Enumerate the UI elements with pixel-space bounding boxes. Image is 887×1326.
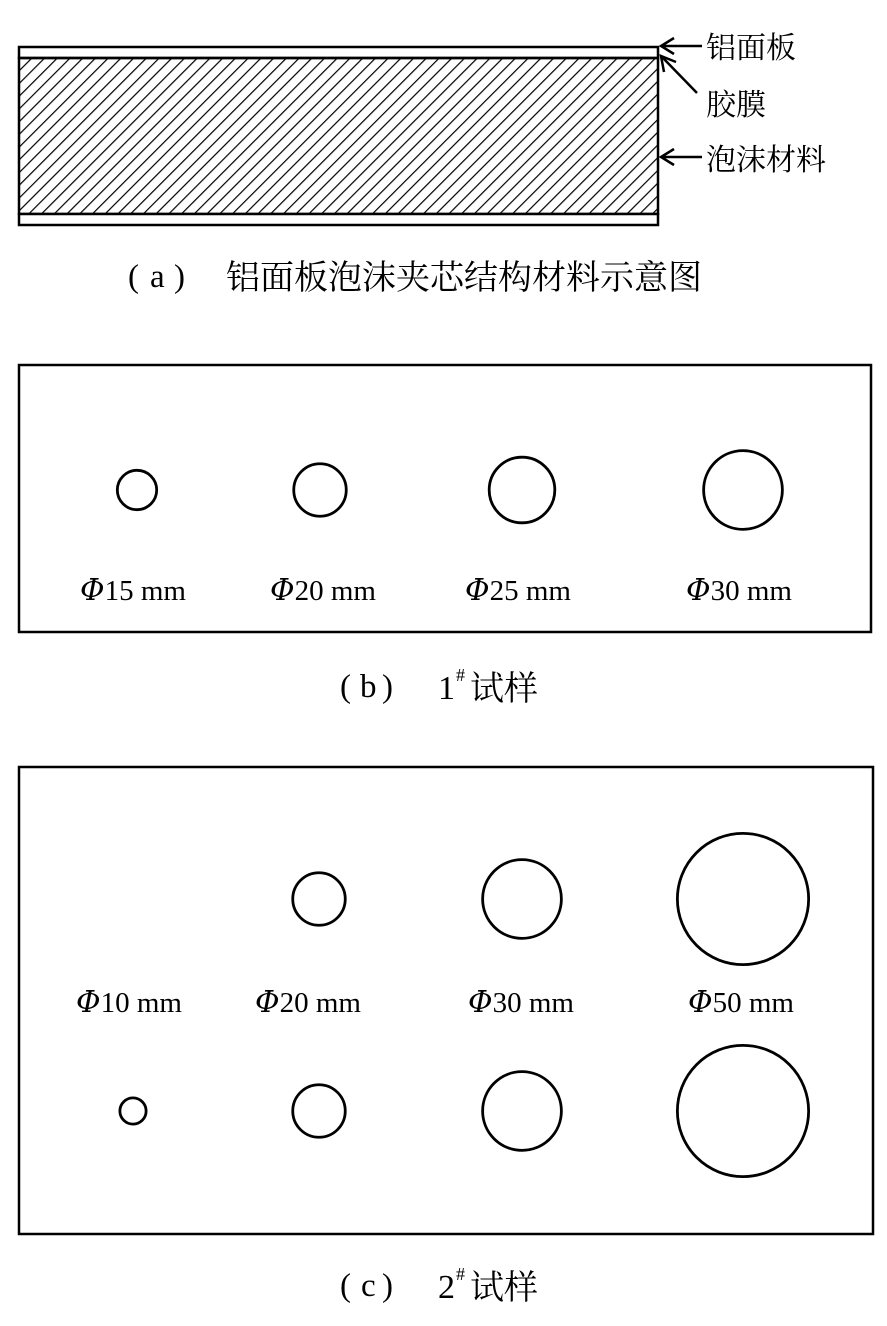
caption-a xyxy=(128,258,702,298)
svg-text:(: ( xyxy=(340,1268,351,1304)
caption-c-number: 2 xyxy=(438,1269,455,1306)
hole-label: Φ25 mm xyxy=(465,573,571,608)
label-foam: 泡沫材料 xyxy=(706,143,826,178)
hole-label: Φ30 mm xyxy=(468,985,574,1020)
caption-b-number: 1 xyxy=(438,670,455,707)
arrow-adhesive-film xyxy=(661,56,697,93)
caption-c-superscript: # xyxy=(456,1264,465,1284)
caption-a-letter: a xyxy=(150,259,165,295)
arrow-aluminum-face xyxy=(661,38,702,54)
caption-b-text: 试样 xyxy=(470,669,538,709)
caption-b-letter: b xyxy=(360,669,377,705)
caption-c xyxy=(340,1264,538,1308)
label-aluminum-face: 铝面板 xyxy=(706,31,796,66)
foam-core xyxy=(19,58,658,214)
caption-b xyxy=(340,665,538,709)
hole-label: Φ50 mm xyxy=(688,985,794,1020)
svg-text:): ) xyxy=(382,669,393,705)
svg-text:): ) xyxy=(174,259,185,295)
caption-a-text: 铝面板泡沫夹芯结构材料示意图 xyxy=(226,258,702,298)
label-adhesive-film: 胶膜 xyxy=(706,88,766,123)
svg-text:): ) xyxy=(382,1268,393,1304)
leader-arrows xyxy=(661,38,702,165)
svg-text:(: ( xyxy=(128,259,139,295)
caption-b-superscript: # xyxy=(456,665,465,685)
hole-label: Φ10 mm xyxy=(76,985,182,1020)
aluminum-top-sheet xyxy=(19,47,658,58)
hole-label: Φ30 mm xyxy=(686,573,792,608)
svg-text:(: ( xyxy=(340,669,351,705)
sandwich-structure-diagram xyxy=(19,47,658,225)
hole-label: Φ15 mm xyxy=(80,573,186,608)
caption-c-text: 试样 xyxy=(470,1268,538,1308)
aluminum-bottom-sheet xyxy=(19,214,658,225)
hole-label: Φ20 mm xyxy=(255,985,361,1020)
arrow-foam xyxy=(661,149,702,165)
caption-c-letter: c xyxy=(361,1268,376,1304)
hole-label: Φ20 mm xyxy=(270,573,376,608)
